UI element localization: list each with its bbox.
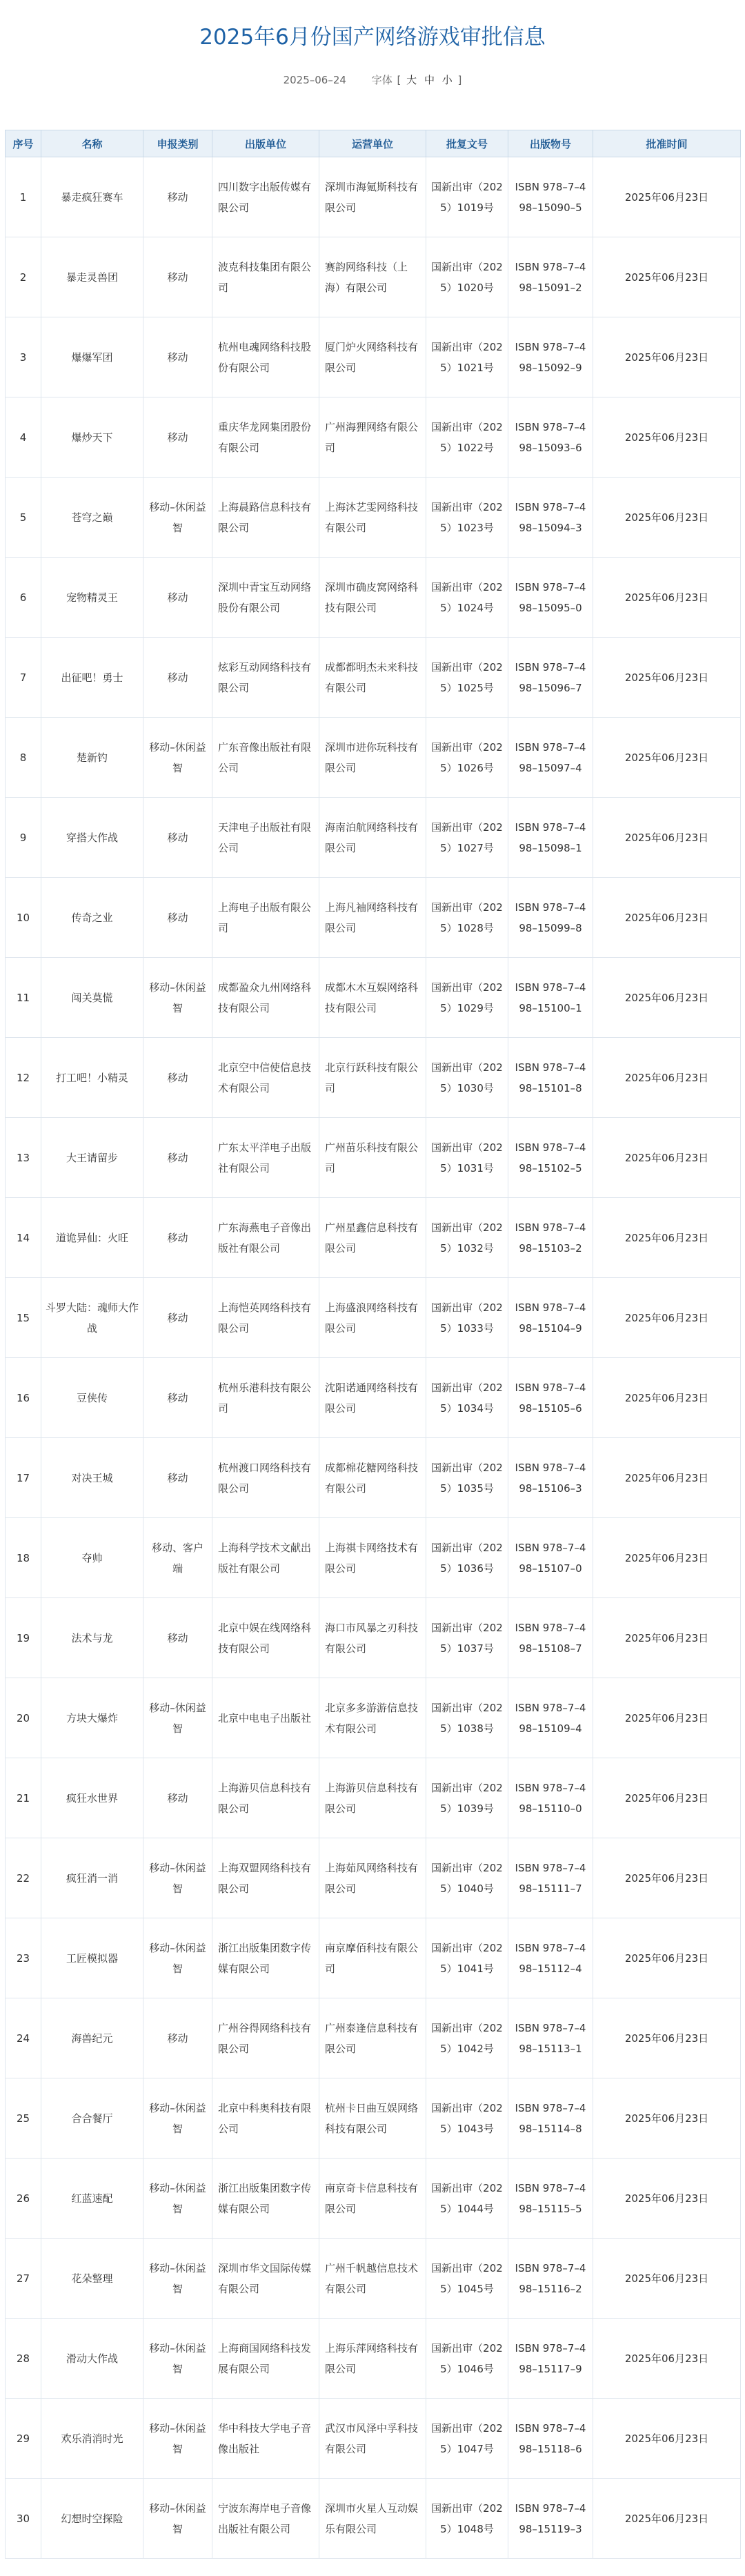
cell-operator: 深圳市海氪斯科技有限公司 — [319, 157, 426, 237]
cell-name: 暴走灵兽团 — [41, 237, 143, 317]
cell-publisher: 华中科技大学电子音像出版社 — [212, 2399, 319, 2479]
header-operator: 运营单位 — [319, 130, 426, 157]
cell-name: 合合餐厅 — [41, 2078, 143, 2159]
cell-category: 移动 — [143, 1278, 212, 1358]
table-row — [6, 1118, 741, 1198]
cell-category: 移动–休闲益智 — [143, 1918, 212, 1998]
cell-no: 16 — [6, 1358, 41, 1438]
cell-no: 30 — [6, 2479, 41, 2559]
table-row — [6, 638, 741, 718]
cell-isbn: ISBN 978–7–498–15109–4 — [508, 1678, 593, 1758]
cell-approval-date: 2025年06月23日 — [593, 237, 741, 317]
cell-category: 移动–休闲益智 — [143, 478, 212, 558]
cell-publisher: 上海科学技术文献出版社有限公司 — [212, 1518, 319, 1598]
cell-approval-number: 国新出审（2025）1023号 — [426, 478, 508, 558]
cell-operator: 广州苗乐科技有限公司 — [319, 1118, 426, 1198]
cell-name: 豆侠传 — [41, 1358, 143, 1438]
cell-name: 爆爆军团 — [41, 317, 143, 397]
cell-publisher: 北京中科奥科技有限公司 — [212, 2078, 319, 2159]
table-row — [6, 1438, 741, 1518]
cell-operator: 海南泊航网络科技有限公司 — [319, 798, 426, 878]
cell-approval-number: 国新出审（2025）1032号 — [426, 1198, 508, 1278]
cell-isbn: ISBN 978–7–498–15099–8 — [508, 878, 593, 958]
cell-approval-number: 国新出审（2025）1035号 — [426, 1438, 508, 1518]
cell-publisher: 上海电子出版有限公司 — [212, 878, 319, 958]
cell-publisher: 重庆华龙网集团股份有限公司 — [212, 397, 319, 478]
cell-name: 道诡异仙：火旺 — [41, 1198, 143, 1278]
cell-operator: 上海茹风网络科技有限公司 — [319, 1838, 426, 1918]
cell-isbn: ISBN 978–7–498–15107–0 — [508, 1518, 593, 1598]
cell-no: 26 — [6, 2159, 41, 2239]
cell-isbn: ISBN 978–7–498–15097–4 — [508, 718, 593, 798]
cell-publisher: 北京中电电子出版社 — [212, 1678, 319, 1758]
cell-operator: 上海乐萍网络科技有限公司 — [319, 2319, 426, 2399]
cell-category: 移动 — [143, 317, 212, 397]
cell-no: 27 — [6, 2239, 41, 2319]
cell-approval-date: 2025年06月23日 — [593, 2159, 741, 2239]
cell-operator: 海口市风暴之刃科技有限公司 — [319, 1598, 426, 1678]
cell-isbn: ISBN 978–7–498–15116–2 — [508, 2239, 593, 2319]
cell-approval-date: 2025年06月23日 — [593, 1758, 741, 1838]
cell-approval-number: 国新出审（2025）1043号 — [426, 2078, 508, 2159]
header-publisher: 出版单位 — [212, 130, 319, 157]
cell-category: 移动 — [143, 1598, 212, 1678]
cell-approval-date: 2025年06月23日 — [593, 1038, 741, 1118]
table-row — [6, 1838, 741, 1918]
cell-no: 25 — [6, 2078, 41, 2159]
cell-isbn: ISBN 978–7–498–15096–7 — [508, 638, 593, 718]
cell-operator: 杭州卡日曲互娱网络科技有限公司 — [319, 2078, 426, 2159]
cell-operator: 广州千帆越信息技术有限公司 — [319, 2239, 426, 2319]
cell-operator: 南京摩佰科技有限公司 — [319, 1918, 426, 1998]
cell-approval-date: 2025年06月23日 — [593, 1918, 741, 1998]
cell-operator: 沈阳诺通网络科技有限公司 — [319, 1358, 426, 1438]
approval-table-container — [5, 130, 740, 2559]
cell-operator: 成都棉花糖网络科技有限公司 — [319, 1438, 426, 1518]
cell-operator: 深圳市进你玩科技有限公司 — [319, 718, 426, 798]
cell-publisher: 杭州乐港科技有限公司 — [212, 1358, 319, 1438]
table-row — [6, 1518, 741, 1598]
cell-category: 移动–休闲益智 — [143, 2078, 212, 2159]
cell-name: 红蓝速配 — [41, 2159, 143, 2239]
cell-name: 爆炒天下 — [41, 397, 143, 478]
cell-operator: 北京行跃科技有限公司 — [319, 1038, 426, 1118]
cell-no: 18 — [6, 1518, 41, 1598]
cell-category: 移动 — [143, 798, 212, 878]
table-header-row — [6, 130, 741, 157]
cell-name: 穿搭大作战 — [41, 798, 143, 878]
font-size-bracket-close: ] — [457, 74, 462, 86]
table-row — [6, 317, 741, 397]
table-row — [6, 1358, 741, 1438]
table-row — [6, 1918, 741, 1998]
cell-category: 移动 — [143, 1198, 212, 1278]
cell-approval-date: 2025年06月23日 — [593, 2319, 741, 2399]
cell-category: 移动–休闲益智 — [143, 2159, 212, 2239]
cell-approval-date: 2025年06月23日 — [593, 1518, 741, 1598]
cell-approval-date: 2025年06月23日 — [593, 317, 741, 397]
cell-publisher: 杭州渡口网络科技有限公司 — [212, 1438, 319, 1518]
cell-approval-number: 国新出审（2025）1045号 — [426, 2239, 508, 2319]
header-approval-date: 批准时间 — [593, 130, 741, 157]
approval-table — [5, 130, 741, 2559]
cell-category: 移动–休闲益智 — [143, 2239, 212, 2319]
cell-approval-date: 2025年06月23日 — [593, 2399, 741, 2479]
cell-publisher: 浙江出版集团数字传媒有限公司 — [212, 2159, 319, 2239]
cell-approval-date: 2025年06月23日 — [593, 958, 741, 1038]
cell-no: 12 — [6, 1038, 41, 1118]
cell-operator: 北京多多游游信息技术有限公司 — [319, 1678, 426, 1758]
cell-no: 9 — [6, 798, 41, 878]
cell-category: 移动 — [143, 1358, 212, 1438]
cell-approval-number: 国新出审（2025）1033号 — [426, 1278, 508, 1358]
cell-operator: 上海游贝信息科技有限公司 — [319, 1758, 426, 1838]
cell-isbn: ISBN 978–7–498–15106–3 — [508, 1438, 593, 1518]
cell-name: 打工吧！小精灵 — [41, 1038, 143, 1118]
table-row — [6, 237, 741, 317]
font-size-bracket-open: [ — [397, 74, 401, 86]
cell-name: 苍穹之巅 — [41, 478, 143, 558]
font-size-label: 字体 — [371, 74, 393, 86]
cell-approval-date: 2025年06月23日 — [593, 157, 741, 237]
cell-publisher: 宁波东海岸电子音像出版社有限公司 — [212, 2479, 319, 2559]
cell-name: 出征吧！勇士 — [41, 638, 143, 718]
cell-publisher: 上海恺英网络科技有限公司 — [212, 1278, 319, 1358]
cell-no: 23 — [6, 1918, 41, 1998]
header-name: 名称 — [41, 130, 143, 157]
cell-no: 1 — [6, 157, 41, 237]
cell-name: 疯狂消一消 — [41, 1838, 143, 1918]
table-row — [6, 1278, 741, 1358]
cell-publisher: 浙江出版集团数字传媒有限公司 — [212, 1918, 319, 1998]
cell-publisher: 波克科技集团有限公司 — [212, 237, 319, 317]
cell-isbn: ISBN 978–7–498–15095–0 — [508, 558, 593, 638]
table-row — [6, 2078, 741, 2159]
cell-no: 4 — [6, 397, 41, 478]
cell-category: 移动–休闲益智 — [143, 2399, 212, 2479]
cell-category: 移动–休闲益智 — [143, 958, 212, 1038]
cell-operator: 广州海狸网络有限公司 — [319, 397, 426, 478]
table-row — [6, 1198, 741, 1278]
cell-name: 暴走疯狂赛车 — [41, 157, 143, 237]
cell-category: 移动 — [143, 397, 212, 478]
table-row — [6, 1598, 741, 1678]
cell-publisher: 上海游贝信息科技有限公司 — [212, 1758, 319, 1838]
cell-approval-date: 2025年06月23日 — [593, 1838, 741, 1918]
cell-name: 宠物精灵王 — [41, 558, 143, 638]
cell-approval-date: 2025年06月23日 — [593, 1678, 741, 1758]
table-row — [6, 157, 741, 237]
cell-publisher: 广州谷得网络科技有限公司 — [212, 1998, 319, 2078]
header-category: 申报类别 — [143, 130, 212, 157]
cell-name: 大王请留步 — [41, 1118, 143, 1198]
cell-isbn: ISBN 978–7–498–15111–7 — [508, 1838, 593, 1918]
cell-isbn: ISBN 978–7–498–15098–1 — [508, 798, 593, 878]
cell-approval-number: 国新出审（2025）1026号 — [426, 718, 508, 798]
cell-approval-date: 2025年06月23日 — [593, 397, 741, 478]
cell-approval-number: 国新出审（2025）1028号 — [426, 878, 508, 958]
cell-publisher: 深圳市华文国际传媒有限公司 — [212, 2239, 319, 2319]
cell-operator: 广州星鑫信息科技有限公司 — [319, 1198, 426, 1278]
cell-no: 2 — [6, 237, 41, 317]
cell-no: 14 — [6, 1198, 41, 1278]
cell-name: 传奇之业 — [41, 878, 143, 958]
cell-no: 7 — [6, 638, 41, 718]
cell-no: 22 — [6, 1838, 41, 1918]
cell-name: 幻想时空探险 — [41, 2479, 143, 2559]
cell-publisher: 北京中娱在线网络科技有限公司 — [212, 1598, 319, 1678]
cell-name: 工匠模拟器 — [41, 1918, 143, 1998]
cell-isbn: ISBN 978–7–498–15113–1 — [508, 1998, 593, 2078]
cell-category: 移动 — [143, 558, 212, 638]
cell-approval-number: 国新出审（2025）1024号 — [426, 558, 508, 638]
header-no: 序号 — [6, 130, 41, 157]
cell-approval-number: 国新出审（2025）1046号 — [426, 2319, 508, 2399]
cell-publisher: 四川数字出版传媒有限公司 — [212, 157, 319, 237]
cell-approval-number: 国新出审（2025）1039号 — [426, 1758, 508, 1838]
cell-category: 移动 — [143, 157, 212, 237]
cell-category: 移动、客户端 — [143, 1518, 212, 1598]
cell-isbn: ISBN 978–7–498–15112–4 — [508, 1918, 593, 1998]
cell-name: 疯狂水世界 — [41, 1758, 143, 1838]
cell-approval-number: 国新出审（2025）1031号 — [426, 1118, 508, 1198]
cell-category: 移动 — [143, 1998, 212, 2078]
cell-no: 10 — [6, 878, 41, 958]
publish-date: 2025–06–24 — [283, 74, 346, 86]
cell-name: 楚新钓 — [41, 718, 143, 798]
cell-isbn: ISBN 978–7–498–15094–3 — [508, 478, 593, 558]
cell-approval-date: 2025年06月23日 — [593, 1358, 741, 1438]
cell-publisher: 成都盈众九州网络科技有限公司 — [212, 958, 319, 1038]
cell-approval-number: 国新出审（2025）1036号 — [426, 1518, 508, 1598]
cell-approval-date: 2025年06月23日 — [593, 2078, 741, 2159]
cell-approval-number: 国新出审（2025）1020号 — [426, 237, 508, 317]
cell-category: 移动–休闲益智 — [143, 718, 212, 798]
cell-publisher: 杭州电魂网络科技股份有限公司 — [212, 317, 319, 397]
cell-no: 8 — [6, 718, 41, 798]
cell-approval-date: 2025年06月23日 — [593, 1278, 741, 1358]
cell-isbn: ISBN 978–7–498–15091–2 — [508, 237, 593, 317]
cell-isbn: ISBN 978–7–498–15105–6 — [508, 1358, 593, 1438]
cell-category: 移动–休闲益智 — [143, 1838, 212, 1918]
cell-operator: 上海祺卡网络技术有限公司 — [319, 1518, 426, 1598]
cell-isbn: ISBN 978–7–498–15119–3 — [508, 2479, 593, 2559]
cell-operator: 武汉市风泽中孚科技有限公司 — [319, 2399, 426, 2479]
cell-operator: 上海盛浪网络科技有限公司 — [319, 1278, 426, 1358]
cell-approval-number: 国新出审（2025）1040号 — [426, 1838, 508, 1918]
cell-approval-date: 2025年06月23日 — [593, 1438, 741, 1518]
table-row — [6, 2319, 741, 2399]
cell-isbn: ISBN 978–7–498–15118–6 — [508, 2399, 593, 2479]
cell-operator: 南京奇卡信息科技有限公司 — [319, 2159, 426, 2239]
cell-approval-date: 2025年06月23日 — [593, 1198, 741, 1278]
cell-approval-number: 国新出审（2025）1022号 — [426, 397, 508, 478]
cell-publisher: 天津电子出版社有限公司 — [212, 798, 319, 878]
font-size-large-link[interactable]: 大 — [406, 74, 417, 86]
cell-isbn: ISBN 978–7–498–15115–5 — [508, 2159, 593, 2239]
cell-name: 方块大爆炸 — [41, 1678, 143, 1758]
cell-no: 6 — [6, 558, 41, 638]
cell-name: 滑动大作战 — [41, 2319, 143, 2399]
cell-name: 夺帅 — [41, 1518, 143, 1598]
cell-no: 17 — [6, 1438, 41, 1518]
cell-isbn: ISBN 978–7–498–15103–2 — [508, 1198, 593, 1278]
cell-operator: 厦门炉火网络科技有限公司 — [319, 317, 426, 397]
cell-operator: 赛韵网络科技（上海）有限公司 — [319, 237, 426, 317]
table-row — [6, 2239, 741, 2319]
cell-approval-number: 国新出审（2025）1041号 — [426, 1918, 508, 1998]
table-row — [6, 2159, 741, 2239]
cell-isbn: ISBN 978–7–498–15093–6 — [508, 397, 593, 478]
cell-operator: 成都都明杰未来科技有限公司 — [319, 638, 426, 718]
cell-operator: 上海凡袖网络科技有限公司 — [319, 878, 426, 958]
cell-approval-date: 2025年06月23日 — [593, 718, 741, 798]
cell-no: 3 — [6, 317, 41, 397]
page-title: 2025年6月份国产网络游戏审批信息 — [199, 25, 546, 50]
cell-approval-date: 2025年06月23日 — [593, 1118, 741, 1198]
font-size-medium-link[interactable]: 中 — [424, 74, 435, 86]
table-row — [6, 478, 741, 558]
cell-no: 11 — [6, 958, 41, 1038]
cell-category: 移动 — [143, 1438, 212, 1518]
cell-name: 闯关莫慌 — [41, 958, 143, 1038]
cell-category: 移动 — [143, 878, 212, 958]
table-row — [6, 1678, 741, 1758]
cell-category: 移动 — [143, 1118, 212, 1198]
table-body — [6, 157, 741, 2559]
cell-approval-number: 国新出审（2025）1021号 — [426, 317, 508, 397]
header-isbn: 出版物号 — [508, 130, 593, 157]
cell-isbn: ISBN 978–7–498–15101–8 — [508, 1038, 593, 1118]
cell-approval-date: 2025年06月23日 — [593, 798, 741, 878]
table-row — [6, 1038, 741, 1118]
cell-publisher: 上海商国网络科技发展有限公司 — [212, 2319, 319, 2399]
cell-category: 移动–休闲益智 — [143, 2319, 212, 2399]
cell-category: 移动 — [143, 1038, 212, 1118]
cell-approval-number: 国新出审（2025）1034号 — [426, 1358, 508, 1438]
cell-no: 19 — [6, 1598, 41, 1678]
cell-isbn: ISBN 978–7–498–15090–5 — [508, 157, 593, 237]
cell-approval-date: 2025年06月23日 — [593, 478, 741, 558]
cell-isbn: ISBN 978–7–498–15117–9 — [508, 2319, 593, 2399]
cell-publisher: 广东音像出版社有限公司 — [212, 718, 319, 798]
cell-approval-date: 2025年06月23日 — [593, 878, 741, 958]
table-row — [6, 2479, 741, 2559]
article-meta — [0, 72, 745, 88]
cell-approval-date: 2025年06月23日 — [593, 1598, 741, 1678]
table-row — [6, 958, 741, 1038]
cell-operator: 成都木木互娱网络科技有限公司 — [319, 958, 426, 1038]
cell-isbn: ISBN 978–7–498–15110–0 — [508, 1758, 593, 1838]
cell-isbn: ISBN 978–7–498–15100–1 — [508, 958, 593, 1038]
cell-operator: 上海沐艺雯网络科技有限公司 — [319, 478, 426, 558]
table-row — [6, 397, 741, 478]
cell-approval-date: 2025年06月23日 — [593, 638, 741, 718]
cell-approval-number: 国新出审（2025）1037号 — [426, 1598, 508, 1678]
cell-publisher: 上海双盟网络科技有限公司 — [212, 1838, 319, 1918]
cell-category: 移动 — [143, 237, 212, 317]
cell-approval-number: 国新出审（2025）1042号 — [426, 1998, 508, 2078]
cell-approval-number: 国新出审（2025）1025号 — [426, 638, 508, 718]
cell-approval-date: 2025年06月23日 — [593, 1998, 741, 2078]
cell-publisher: 炫彩互动网络科技有限公司 — [212, 638, 319, 718]
cell-approval-number: 国新出审（2025）1047号 — [426, 2399, 508, 2479]
cell-name: 对决王城 — [41, 1438, 143, 1518]
table-row — [6, 1758, 741, 1838]
cell-isbn: ISBN 978–7–498–15092–9 — [508, 317, 593, 397]
cell-no: 21 — [6, 1758, 41, 1838]
cell-publisher: 深圳中青宝互动网络股份有限公司 — [212, 558, 319, 638]
cell-approval-number: 国新出审（2025）1048号 — [426, 2479, 508, 2559]
cell-no: 28 — [6, 2319, 41, 2399]
cell-approval-number: 国新出审（2025）1029号 — [426, 958, 508, 1038]
cell-approval-number: 国新出审（2025）1027号 — [426, 798, 508, 878]
table-row — [6, 558, 741, 638]
header-approval-number: 批复文号 — [426, 130, 508, 157]
cell-publisher: 广东海燕电子音像出版社有限公司 — [212, 1198, 319, 1278]
font-size-small-link[interactable]: 小 — [441, 74, 453, 86]
cell-no: 5 — [6, 478, 41, 558]
cell-no: 20 — [6, 1678, 41, 1758]
cell-name: 斗罗大陆：魂师大作战 — [41, 1278, 143, 1358]
cell-no: 15 — [6, 1278, 41, 1358]
cell-operator: 广州泰逢信息科技有限公司 — [319, 1998, 426, 2078]
cell-isbn: ISBN 978–7–498–15114–8 — [508, 2078, 593, 2159]
cell-name: 花朵整理 — [41, 2239, 143, 2319]
cell-no: 13 — [6, 1118, 41, 1198]
cell-approval-date: 2025年06月23日 — [593, 2479, 741, 2559]
table-row — [6, 1998, 741, 2078]
table-row — [6, 798, 741, 878]
cell-approval-number: 国新出审（2025）1038号 — [426, 1678, 508, 1758]
cell-isbn: ISBN 978–7–498–15108–7 — [508, 1598, 593, 1678]
cell-name: 海兽纪元 — [41, 1998, 143, 2078]
cell-category: 移动 — [143, 638, 212, 718]
table-row — [6, 718, 741, 798]
cell-operator: 深圳市火星人互动娱乐有限公司 — [319, 2479, 426, 2559]
cell-approval-date: 2025年06月23日 — [593, 558, 741, 638]
cell-operator: 深圳市确皮窝网络科技有限公司 — [319, 558, 426, 638]
table-row — [6, 878, 741, 958]
cell-name: 欢乐消消时光 — [41, 2399, 143, 2479]
cell-name: 法术与龙 — [41, 1598, 143, 1678]
cell-isbn: ISBN 978–7–498–15102–5 — [508, 1118, 593, 1198]
cell-category: 移动–休闲益智 — [143, 2479, 212, 2559]
cell-publisher: 北京空中信使信息技术有限公司 — [212, 1038, 319, 1118]
cell-approval-number: 国新出审（2025）1019号 — [426, 157, 508, 237]
cell-category: 移动–休闲益智 — [143, 1678, 212, 1758]
cell-isbn: ISBN 978–7–498–15104–9 — [508, 1278, 593, 1358]
table-row — [6, 2399, 741, 2479]
cell-no: 29 — [6, 2399, 41, 2479]
cell-no: 24 — [6, 1998, 41, 2078]
cell-publisher: 上海晨路信息科技有限公司 — [212, 478, 319, 558]
cell-approval-number: 国新出审（2025）1030号 — [426, 1038, 508, 1118]
cell-approval-number: 国新出审（2025）1044号 — [426, 2159, 508, 2239]
cell-category: 移动 — [143, 1758, 212, 1838]
cell-publisher: 广东太平洋电子出版社有限公司 — [212, 1118, 319, 1198]
cell-approval-date: 2025年06月23日 — [593, 2239, 741, 2319]
